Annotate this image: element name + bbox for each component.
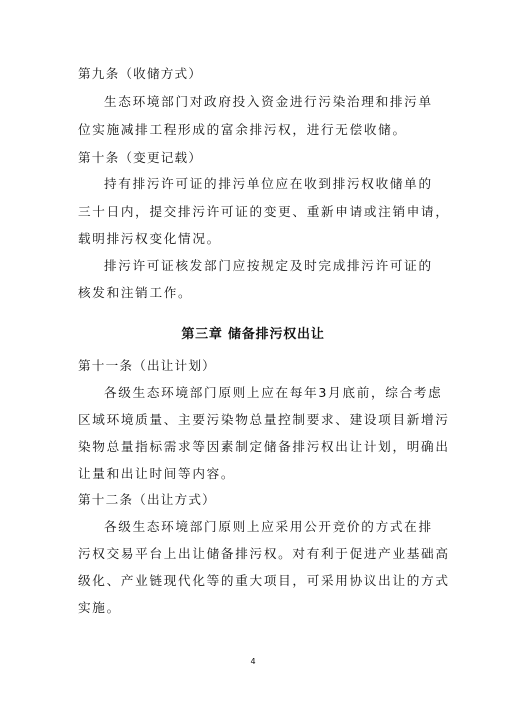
article-10-heading: 第十条（变更记载） [78, 150, 203, 165]
page-number: 4 [250, 657, 256, 666]
article-10-line-1: 持有排污许可证的排污单位应在收到排污权收储单的 [104, 176, 433, 191]
article-12-line-3: 级化、产业链现代化等的重大项目，可采用协议出让的方式 [78, 573, 450, 588]
article-9-line-2: 位实施减排工程形成的富余排污权，进行无偿收储。 [78, 122, 407, 137]
article-12-line-1: 各级生态环境部门原则上应采用公开竞价的方式在排 [104, 519, 433, 534]
article-10-line-3: 载明排污权变化情况。 [78, 231, 221, 246]
article-10-line-2: 三十日内，提交排污许可证的变更、重新申请或注销申请， [78, 204, 450, 219]
chapter-title: 第三章 储备排污权出让 [181, 327, 325, 342]
article-11-line-3: 染物总量指标需求等因素制定储备排污权出让计划，明确出 [78, 439, 450, 454]
article-12-line-4: 实施。 [78, 600, 121, 615]
article-11-heading: 第十一条（出让计划） [78, 358, 216, 373]
article-11-line-4: 让量和出让时间等内容。 [78, 466, 236, 481]
article-9-heading: 第九条（收储方式） [78, 66, 203, 81]
article-11-line-2: 区域环境质量、主要污染物总量控制要求、建设项目新增污 [78, 412, 450, 427]
article-12-line-2: 污权交易平台上出让储备排污权。对有利于促进产业基础高 [78, 546, 450, 561]
article-12-heading: 第十二条（出让方式） [78, 492, 216, 507]
article-11-line-1: 各级生态环境部门原则上应在每年3月底前，综合考虑 [104, 385, 443, 400]
article-10-extra-line-2: 核发和注销工作。 [78, 285, 193, 300]
article-9-line-1: 生态环境部门对政府投入资金进行污染治理和排污单 [104, 94, 433, 109]
article-10-extra-line-1: 排污许可证核发部门应按规定及时完成排污许可证的 [104, 258, 433, 273]
